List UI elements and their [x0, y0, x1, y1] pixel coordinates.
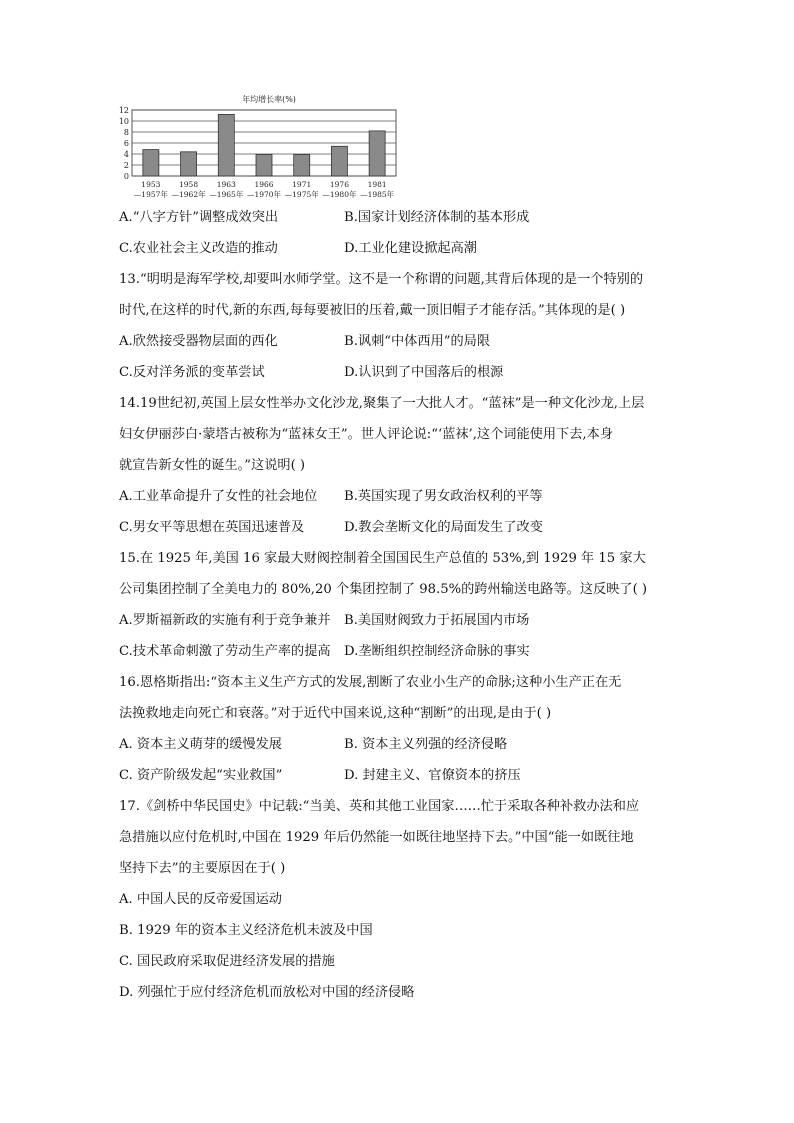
- bar: [143, 150, 159, 176]
- y-tick-label: 2: [123, 161, 129, 170]
- option-row: [119, 357, 689, 388]
- question-line: 14.19世纪初,英国上层女性举办文化沙龙,聚集了一大批人才。“蓝袜”是一种文化沙龙,上层: [119, 396, 645, 411]
- y-tick-label: 10: [118, 117, 129, 126]
- x-tick-label: —1962年: [171, 190, 206, 199]
- x-tick-label: —1975年: [284, 190, 319, 199]
- option-c[interactable]: C. 资产阶级发起“实业救国”: [119, 768, 283, 783]
- bar: [181, 152, 197, 176]
- question-16: [119, 667, 689, 791]
- option-row: [119, 605, 689, 636]
- question-line: 法挽救地走向死亡和衰落。”对于近代中国来说,这种“割断”的出现,是由于( ): [119, 706, 552, 721]
- question-content: [119, 202, 689, 1008]
- option-d[interactable]: D.认识到了中国落后的根源: [344, 365, 504, 380]
- question-15: [119, 543, 689, 667]
- x-tick-label: —1957年: [133, 190, 168, 199]
- question-line: 15.在 1925 年,美国 16 家最大财阀控制着全国国民生产总值的 53%,到 1929 年 15 家大: [119, 551, 646, 566]
- option-d[interactable]: D.垄断组织控制经济命脉的事实: [344, 644, 530, 659]
- x-tick-label: —1965年: [209, 190, 244, 199]
- option-c[interactable]: C.农业社会主义改造的推动: [119, 241, 278, 256]
- question-line: 坚持下去”的主要原因在于( ): [119, 861, 286, 876]
- option-b[interactable]: B.讽刺“中体西用”的局限: [344, 334, 491, 349]
- option-a[interactable]: A.欣然接受器物层面的西化: [119, 334, 278, 349]
- question-line: 17.《剑桥中华民国史》中记载:“当美、英和其他工业国家……忙于采取各种补救办法和应: [119, 799, 640, 814]
- option-a[interactable]: A.“八字方针”调整成效突出: [119, 210, 279, 225]
- bar: [218, 114, 234, 176]
- y-tick-label: 0: [123, 172, 129, 181]
- option-a[interactable]: A.工业革命提升了女性的社会地位: [119, 489, 318, 504]
- x-tick-label: 1966: [254, 180, 274, 189]
- x-tick-label: 1958: [179, 180, 199, 189]
- option-d[interactable]: D.工业化建设掀起高潮: [344, 241, 477, 256]
- x-tick-label: 1981: [367, 180, 387, 189]
- option-row: [119, 636, 689, 667]
- question-line: 13.“明明是海军学校,却要叫水师学堂。这不是一个称谓的问题,其背后体现的是一个特别的: [119, 272, 644, 287]
- option-d[interactable]: D. 封建主义、官僚资本的挤压: [344, 768, 521, 783]
- x-tick-label: 1971: [292, 180, 312, 189]
- option-b[interactable]: B.国家计划经济体制的基本形成: [344, 210, 530, 225]
- chart-svg: [112, 92, 412, 204]
- option-b[interactable]: B. 资本主义列强的经济侵略: [344, 737, 508, 752]
- bar: [256, 155, 272, 176]
- option-row: [119, 326, 689, 357]
- question-14: [119, 388, 689, 543]
- growth-rate-chart: [112, 92, 412, 204]
- x-tick-label: 1953: [141, 180, 161, 189]
- x-tick-label: 1963: [216, 180, 236, 189]
- option-a[interactable]: A. 资本主义萌芽的缓慢发展: [119, 737, 282, 752]
- option-c[interactable]: C.技术革命刺激了劳动生产率的提高: [119, 644, 331, 659]
- y-tick-label: 8: [123, 128, 129, 137]
- option-row: [119, 760, 689, 791]
- y-tick-label: 6: [123, 139, 129, 148]
- option-d[interactable]: D.教会垄断文化的局面发生了改变: [344, 520, 543, 535]
- x-tick-label: 1976: [329, 180, 349, 189]
- question-line: 急措施以应付危机时,中国在 1929 年后仍然能一如既往地坚持下去。”中国“能一如既往地: [119, 830, 634, 845]
- question-line: 就宣告新女性的诞生。”这说明( ): [119, 458, 306, 473]
- option-a[interactable]: A. 中国人民的反帝爱国运动: [119, 892, 282, 907]
- option-row: [119, 233, 689, 264]
- option-b[interactable]: B.英国实现了男女政治权利的平等: [344, 489, 543, 504]
- option-row: [119, 481, 689, 512]
- option-d[interactable]: D. 列强忙于应付经济危机而放松对中国的经济侵略: [119, 985, 415, 1000]
- option-c[interactable]: C.反对洋务派的变革尝试: [119, 365, 265, 380]
- y-tick-label: 4: [123, 150, 129, 159]
- bar: [294, 155, 310, 176]
- q12-options: [119, 202, 689, 264]
- option-a[interactable]: A.罗斯福新政的实施有利于竞争兼并: [119, 613, 331, 628]
- question-line: 16.恩格斯指出:“资本主义生产方式的发展,割断了农业小生产的命脉;这种小生产正在无: [119, 675, 622, 690]
- option-b[interactable]: B. 1929 年的资本主义经济危机未波及中国: [119, 923, 373, 938]
- x-tick-label: —1970年: [246, 190, 282, 199]
- question-13: [119, 264, 689, 388]
- bar: [331, 146, 347, 176]
- question-line: 妇女伊丽莎白·蒙塔古被称为“蓝袜女王”。世人评论说:“‘蓝袜’,这个词能使用下去,本身: [119, 427, 614, 442]
- question-line: 公司集团控制了全美电力的 80%,20 个集团控制了 98.5%的跨州输送电路等。这反映了( ): [119, 582, 648, 597]
- bar: [369, 131, 385, 176]
- option-row: [119, 729, 689, 760]
- option-c[interactable]: C. 国民政府采取促进经济发展的措施: [119, 954, 335, 969]
- option-row: [119, 512, 689, 543]
- option-c[interactable]: C.男女平等思想在英国迅速普及: [119, 520, 305, 535]
- x-tick-label: —1980年: [322, 190, 357, 199]
- question-17: [119, 791, 689, 1008]
- x-tick-label: —1985年: [360, 190, 395, 199]
- option-b[interactable]: B.美国财阀致力于拓展国内市场: [344, 613, 530, 628]
- question-line: 时代,在这样的时代,新的东西,每每要被旧的压着,戴一顶旧帽子才能存活。”其体现的是( ): [119, 303, 626, 318]
- y-tick-label: 12: [118, 106, 129, 115]
- option-row: [119, 202, 689, 233]
- chart-title: 年均增长率(%): [242, 95, 296, 104]
